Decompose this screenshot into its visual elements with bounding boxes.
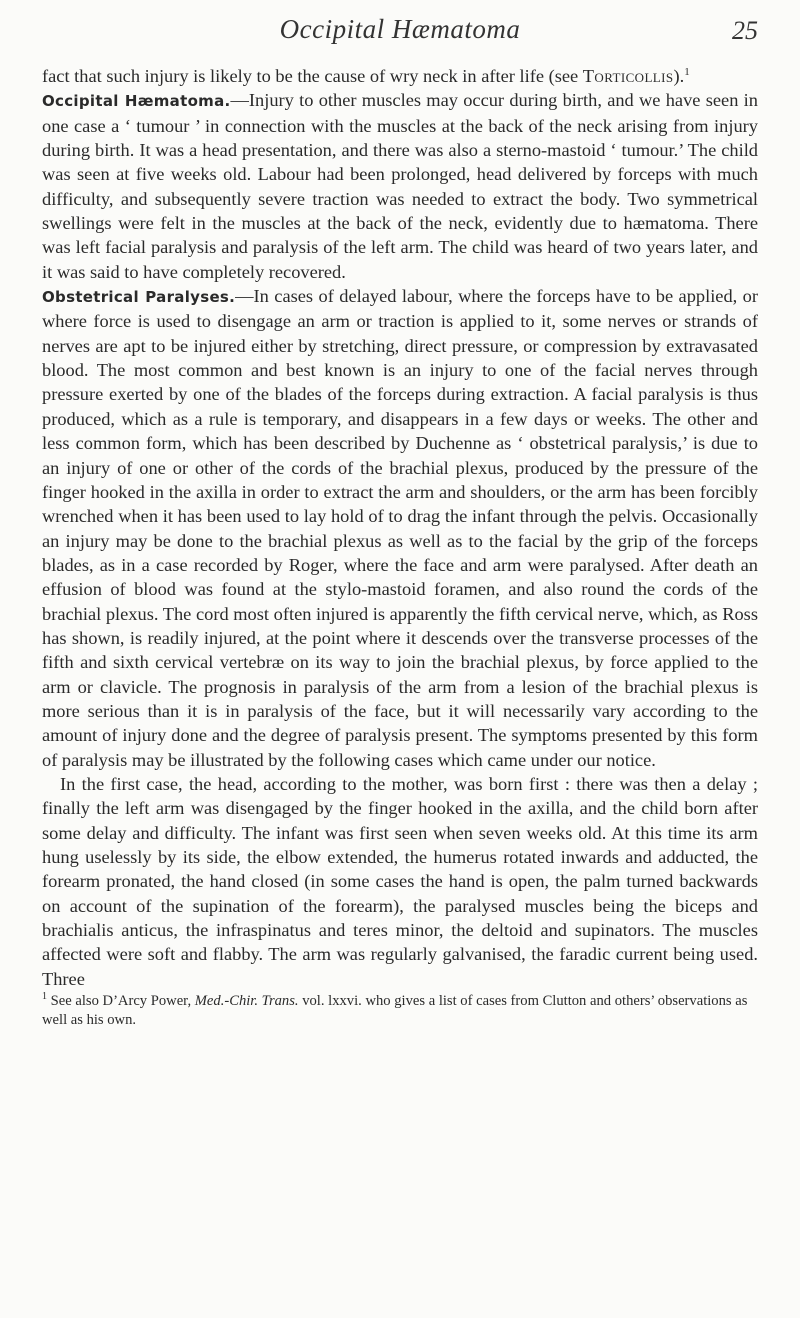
- page-number: 25: [732, 16, 758, 45]
- paragraph-text: In the first case, the head, according to the mother, was born first : there was then a delay ; finally the left arm was disengaged by the finger hooked in the axilla, and the child born after some delay and difficulty. The infant was first seen when seven weeks old. At this time its arm hung uselessly by its side, the elbow extended, the humerus rotated inwards and adducted, the forearm pronated, the hand closed (in some cases the hand is open, the palm turned backwards on account of the supination of the forearm), the paralysed muscles being the biceps and brachialis anticus, the infraspinatus and teres minor, the deltoid and supinators. The muscles affected were soft and flabby. The arm was regularly galvanised, the faradic current being used. Three: [42, 773, 758, 989]
- cross-reference: Torticollis: [582, 66, 674, 86]
- footnote-marker: 1: [684, 65, 690, 78]
- paragraph-first-case: [42, 772, 758, 991]
- paragraph-text: —In cases of delayed labour, where the forceps have to be applied, or where force is used to disengage an arm or traction is applied to it, some nerves or strands of nerves are apt to be injured either by stretching, direct pressure, or compression by extravasated blood. The most common and best known is an injury to one of the facial nerves through pressure exerted by one of the blades of the forceps during extraction. A facial paralysis is thus produced, which as a rule is temporary, and disappears in a few days or weeks. The other and less common form, which has been described by Duchenne as ‘ obstetrical paralysis,’ is due to an injury of one or other of the cords of the brachial plexus, produced by the pressure of the finger hooked in the axilla in order to extract the arm and shoulders, or the arm has been forcibly wrenched when it has been used to lay hold of to drag the infant through the pelvis. Occasionally an injury may be done to the brachial plexus as well as to the facial by the grip of the forceps blades, as in a case recorded by Roger, where the face and arm were paralysed. After death an effusion of blood was found at the stylo-mastoid foramen, and also round the cords of the brachial plexus. The cord most often injured is apparently the fifth cervical nerve, which, as Ross has shown, is readily injured, at the point where it descends over the transverse processes of the fifth and sixth cervical vertebræ on its way to join the brachial plexus, by force applied to the arm or clavicle. The prognosis in paralysis of the arm from a lesion of the brachial plexus is more serious than it is in paralysis of the face, but it will necessarily vary according to the amount of injury done and the degree of paralysis present. The symptoms presented by this form of paralysis may be illustrated by the following cases which came under our notice.: [42, 286, 758, 770]
- paragraph-text: —Injury to other muscles may occur during birth, and we have seen in one case a ‘ tumour ’ in connection with the muscles at the back of the neck arising from injury during birth. It was a head presentation, and there was also a sterno-mastoid ‘ tumour.’ The child was seen at five weeks old. Labour had been prolonged, head delivered by forceps with much difficulty, and subsequently severe traction was needed to extract the body. Two symmetrical swellings were felt in the muscles at the back of the neck, evidently due to hæmatoma. There was left facial paralysis and paralysis of the left arm. The child was heard of two years later, and it was said to have completely recovered.: [42, 90, 758, 282]
- footnote-number: 1: [42, 991, 47, 1003]
- footnote-text: See also D’Arcy Power,: [50, 993, 195, 1010]
- paragraph-occipital-haematoma: [42, 88, 758, 284]
- running-title: Occipital Hæmatoma: [279, 14, 521, 44]
- section-heading-obstetrical-paralyses: Obstetrical Paralyses.: [42, 288, 236, 307]
- journal-title: Med.-Chir. Trans.: [194, 993, 299, 1010]
- paragraph-continuation: [42, 64, 758, 88]
- section-heading-occipital-haematoma: Occipital Hæmatoma.: [42, 92, 231, 111]
- body-text: [42, 64, 758, 1030]
- running-head: [42, 14, 758, 64]
- paragraph-text: fact that such injury is likely to be the cause of wry neck in after life (see: [42, 66, 583, 86]
- paragraph-obstetrical-paralyses: [42, 284, 758, 772]
- footnote: [42, 992, 758, 1030]
- paragraph-text: ).: [673, 66, 685, 86]
- footnote-text: vol. lxxvi. who gives a list of cases from Clutton and others’ observations as well as his own.: [42, 993, 748, 1029]
